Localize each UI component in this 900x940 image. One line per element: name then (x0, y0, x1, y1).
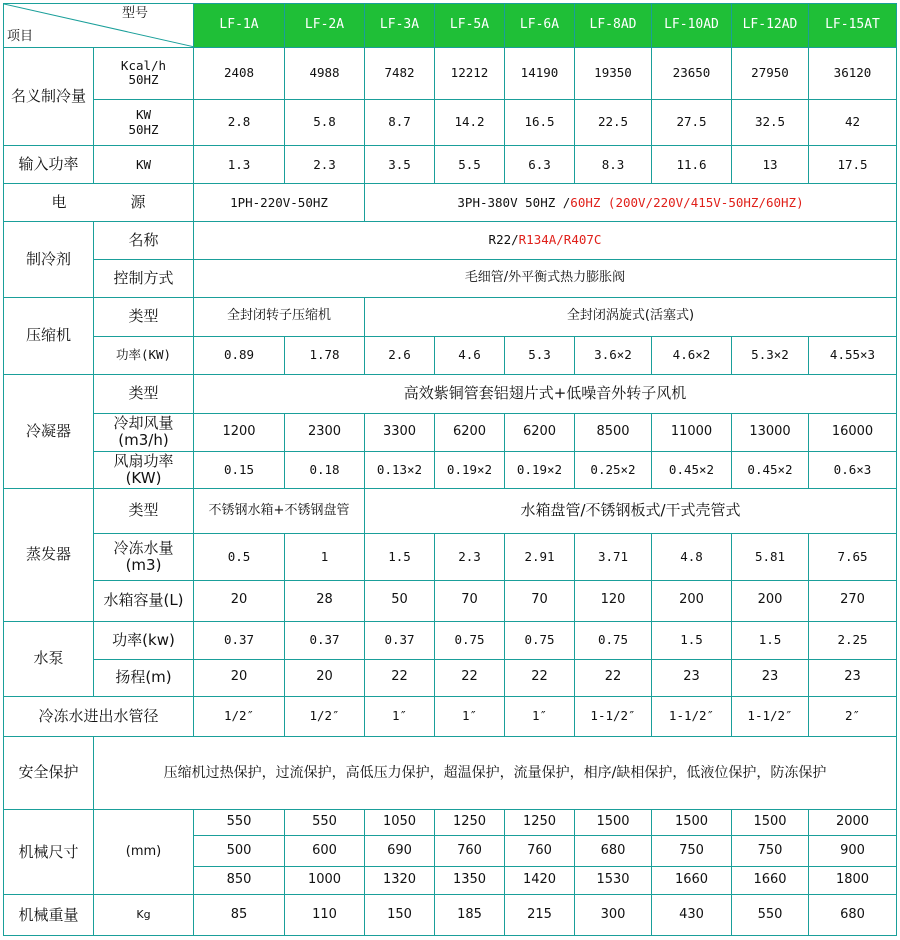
compressor-power-label: 功率(KW) (94, 336, 194, 375)
table-cell: 120 (575, 580, 652, 621)
table-cell: 2000 (809, 810, 897, 836)
refrigerant-label: 制冷剂 (4, 222, 94, 298)
table-cell: 1320 (365, 866, 435, 894)
table-cell: 23 (652, 660, 732, 697)
table-cell: 680 (809, 895, 897, 936)
table-cell: 3.6×2 (575, 336, 652, 375)
table-cell: 750 (732, 836, 809, 866)
refrigerant-name: R22/R134A/R407C (194, 222, 897, 260)
evaporator-water-label: 冷冻水量 (m3) (94, 534, 194, 581)
table-cell: 5.8 (285, 100, 365, 146)
table-cell: 0.19×2 (505, 452, 575, 489)
condenser-label: 冷凝器 (4, 375, 94, 489)
table-cell: 42 (809, 100, 897, 146)
table-cell: 20 (194, 580, 285, 621)
table-cell: 0.37 (194, 621, 285, 660)
condenser-type: 高效紫铜管套铝翅片式+低噪音外转子风机 (194, 375, 897, 414)
table-cell: 0.89 (194, 336, 285, 375)
row-evaporator-tank (4, 580, 897, 621)
cooling-kw-unit: KW 50HZ (94, 100, 194, 146)
table-cell: 1 (285, 534, 365, 581)
model-header: LF-2A (285, 4, 365, 48)
table-cell: 11.6 (652, 145, 732, 184)
model-header: LF-8AD (575, 4, 652, 48)
table-cell: 1.5 (652, 621, 732, 660)
table-cell: 0.19×2 (435, 452, 505, 489)
table-cell: 17.5 (809, 145, 897, 184)
model-header: LF-10AD (652, 4, 732, 48)
table-cell: 27950 (732, 47, 809, 100)
table-cell: 4.55×3 (809, 336, 897, 375)
power-input-label: 输入功率 (4, 145, 94, 184)
dimensions-label: 机械尺寸 (4, 810, 94, 895)
table-cell: 28 (285, 580, 365, 621)
table-cell: 1200 (194, 413, 285, 452)
cooling-kcal-unit: Kcal/h 50HZ (94, 47, 194, 100)
table-cell: 6.3 (505, 145, 575, 184)
table-cell: 0.45×2 (732, 452, 809, 489)
table-cell: 22 (365, 660, 435, 697)
table-cell: 36120 (809, 47, 897, 100)
table-cell: 2.3 (285, 145, 365, 184)
table-cell: 22 (575, 660, 652, 697)
table-cell: 5.5 (435, 145, 505, 184)
table-cell: 6200 (435, 413, 505, 452)
table-cell: 0.75 (435, 621, 505, 660)
row-dimensions-length (4, 810, 897, 836)
power-supply-label: 电 源 (4, 184, 194, 222)
table-cell: 1/2″ (194, 696, 285, 737)
table-cell: 750 (652, 836, 732, 866)
table-cell: 1250 (505, 810, 575, 836)
evaporator-type-large: 水箱盘管/不锈钢板式/干式壳管式 (365, 488, 897, 534)
evaporator-tank-label: 水箱容量(L) (94, 580, 194, 621)
table-cell: 2408 (194, 47, 285, 100)
table-cell: 1-1/2″ (652, 696, 732, 737)
weight-unit: Kg (94, 895, 194, 936)
row-pump-power (4, 621, 897, 660)
row-power-input (4, 145, 897, 184)
table-cell: 12212 (435, 47, 505, 100)
table-cell: 8500 (575, 413, 652, 452)
table-cell: 0.75 (505, 621, 575, 660)
table-cell: 1530 (575, 866, 652, 894)
refrigerant-name-label: 名称 (94, 222, 194, 260)
table-cell: 0.15 (194, 452, 285, 489)
table-cell: 1420 (505, 866, 575, 894)
row-condenser-fan (4, 452, 897, 489)
row-condenser-type (4, 375, 897, 414)
row-cooling-kcal (4, 47, 897, 100)
table-cell: 850 (194, 866, 285, 894)
table-cell: 2.8 (194, 100, 285, 146)
table-cell: 85 (194, 895, 285, 936)
item-label: 项目 (7, 28, 34, 44)
table-cell: 150 (365, 895, 435, 936)
table-cell: 14190 (505, 47, 575, 100)
weight-label: 机械重量 (4, 895, 94, 936)
condenser-type-label: 类型 (94, 375, 194, 414)
table-cell: 1/2″ (285, 696, 365, 737)
table-cell: 0.37 (285, 621, 365, 660)
table-cell: 1050 (365, 810, 435, 836)
model-header: LF-15AT (809, 4, 897, 48)
cooling-label: 名义制冷量 (4, 47, 94, 145)
table-cell: 1″ (505, 696, 575, 737)
table-cell: 5.3 (505, 336, 575, 375)
table-cell: 0.6×3 (809, 452, 897, 489)
table-cell: 50 (365, 580, 435, 621)
table-cell: 4988 (285, 47, 365, 100)
table-cell: 2″ (809, 696, 897, 737)
table-cell: 270 (809, 580, 897, 621)
table-cell: 16000 (809, 413, 897, 452)
table-cell: 1.78 (285, 336, 365, 375)
table-cell: 70 (435, 580, 505, 621)
evaporator-type-small: 不锈钢水箱+不锈钢盘管 (194, 488, 365, 534)
condenser-fan-label: 风扇功率 (KW) (94, 452, 194, 489)
table-cell: 0.45×2 (652, 452, 732, 489)
corner-cell (4, 4, 194, 48)
table-cell: 5.3×2 (732, 336, 809, 375)
table-cell: 550 (732, 895, 809, 936)
table-cell: 0.37 (365, 621, 435, 660)
table-cell: 1250 (435, 810, 505, 836)
table-cell: 3.71 (575, 534, 652, 581)
table-cell: 0.75 (575, 621, 652, 660)
pump-label: 水泵 (4, 621, 94, 696)
table-cell: 430 (652, 895, 732, 936)
table-cell: 3.5 (365, 145, 435, 184)
table-cell: 22.5 (575, 100, 652, 146)
compressor-label: 压缩机 (4, 298, 94, 375)
table-cell: 6200 (505, 413, 575, 452)
table-cell: 8.3 (575, 145, 652, 184)
table-cell: 1800 (809, 866, 897, 894)
table-cell: 23 (732, 660, 809, 697)
table-cell: 70 (505, 580, 575, 621)
table-cell: 1500 (732, 810, 809, 836)
table-cell: 1350 (435, 866, 505, 894)
table-cell: 4.6 (435, 336, 505, 375)
condenser-air-label: 冷却风量 (m3/h) (94, 413, 194, 452)
pump-head-label: 扬程(m) (94, 660, 194, 697)
table-cell: 760 (505, 836, 575, 866)
table-cell: 1.3 (194, 145, 285, 184)
compressor-type-small: 全封闭转子压缩机 (194, 298, 365, 337)
row-pump-head (4, 660, 897, 697)
table-cell: 185 (435, 895, 505, 936)
power-input-unit: KW (94, 145, 194, 184)
row-refrigerant-name (4, 222, 897, 260)
table-cell: 1.5 (732, 621, 809, 660)
table-cell: 200 (652, 580, 732, 621)
model-header: LF-5A (435, 4, 505, 48)
table-cell: 1.5 (365, 534, 435, 581)
refrigerant-control: 毛细管/外平衡式热力膨胀阀 (194, 259, 897, 298)
row-weight (4, 895, 897, 936)
table-cell: 22 (505, 660, 575, 697)
table-cell: 0.25×2 (575, 452, 652, 489)
power-supply-single: 1PH-220V-50HZ (194, 184, 365, 222)
row-evaporator-type (4, 488, 897, 534)
row-condenser-air (4, 413, 897, 452)
table-cell: 300 (575, 895, 652, 936)
power-supply-three: 3PH-380V 50HZ /60HZ (200V/220V/415V-50HZ/60HZ) (365, 184, 897, 222)
evaporator-label: 蒸发器 (4, 488, 94, 621)
table-cell: 2.91 (505, 534, 575, 581)
refrigerant-control-label: 控制方式 (94, 259, 194, 298)
compressor-type-large: 全封闭涡旋式(活塞式) (365, 298, 897, 337)
table-cell: 2300 (285, 413, 365, 452)
table-cell: 690 (365, 836, 435, 866)
dimensions-unit: (mm) (94, 810, 194, 895)
table-cell: 19350 (575, 47, 652, 100)
table-cell: 0.18 (285, 452, 365, 489)
table-cell: 11000 (652, 413, 732, 452)
row-cooling-kw (4, 100, 897, 146)
safety-text: 压缩机过热保护，过流保护，高低压力保护，超温保护，流量保护，相序/缺相保护，低液位保护，防冻保护 (94, 737, 897, 810)
table-cell: 2.3 (435, 534, 505, 581)
row-compressor-type (4, 298, 897, 337)
table-cell: 550 (285, 810, 365, 836)
table-cell: 1660 (652, 866, 732, 894)
table-cell: 1500 (652, 810, 732, 836)
row-power-supply (4, 184, 897, 222)
table-cell: 600 (285, 836, 365, 866)
table-cell: 0.13×2 (365, 452, 435, 489)
table-cell: 900 (809, 836, 897, 866)
table-cell: 5.81 (732, 534, 809, 581)
row-refrigerant-control (4, 259, 897, 298)
model-header: LF-12AD (732, 4, 809, 48)
model-header: LF-6A (505, 4, 575, 48)
compressor-type-label: 类型 (94, 298, 194, 337)
evaporator-type-label: 类型 (94, 488, 194, 534)
model-header: LF-1A (194, 4, 285, 48)
table-cell: 3300 (365, 413, 435, 452)
table-cell: 0.5 (194, 534, 285, 581)
table-cell: 23650 (652, 47, 732, 100)
table-cell: 7.65 (809, 534, 897, 581)
spec-table (3, 3, 897, 936)
safety-label: 安全保护 (4, 737, 94, 810)
table-cell: 32.5 (732, 100, 809, 146)
table-cell: 500 (194, 836, 285, 866)
table-cell: 1660 (732, 866, 809, 894)
table-cell: 27.5 (652, 100, 732, 146)
table-cell: 215 (505, 895, 575, 936)
table-cell: 20 (194, 660, 285, 697)
table-cell: 110 (285, 895, 365, 936)
header-row (4, 4, 897, 48)
model-label: 型号 (122, 6, 149, 21)
table-cell: 8.7 (365, 100, 435, 146)
table-cell: 13000 (732, 413, 809, 452)
table-cell: 550 (194, 810, 285, 836)
table-cell: 23 (809, 660, 897, 697)
table-cell: 760 (435, 836, 505, 866)
table-cell: 1″ (435, 696, 505, 737)
table-cell: 2.6 (365, 336, 435, 375)
pipe-label: 冷冻水进出水管径 (4, 696, 194, 737)
row-pipe (4, 696, 897, 737)
table-cell: 1-1/2″ (732, 696, 809, 737)
table-cell: 22 (435, 660, 505, 697)
table-cell: 1000 (285, 866, 365, 894)
table-cell: 200 (732, 580, 809, 621)
table-cell: 4.6×2 (652, 336, 732, 375)
row-compressor-power (4, 336, 897, 375)
row-evaporator-water (4, 534, 897, 581)
table-cell: 14.2 (435, 100, 505, 146)
table-cell: 2.25 (809, 621, 897, 660)
table-cell: 1500 (575, 810, 652, 836)
table-cell: 1″ (365, 696, 435, 737)
table-cell: 7482 (365, 47, 435, 100)
table-cell: 16.5 (505, 100, 575, 146)
pump-power-label: 功率(kw) (94, 621, 194, 660)
table-cell: 20 (285, 660, 365, 697)
table-cell: 680 (575, 836, 652, 866)
model-header: LF-3A (365, 4, 435, 48)
table-cell: 13 (732, 145, 809, 184)
table-cell: 4.8 (652, 534, 732, 581)
table-cell: 1-1/2″ (575, 696, 652, 737)
row-safety (4, 737, 897, 810)
